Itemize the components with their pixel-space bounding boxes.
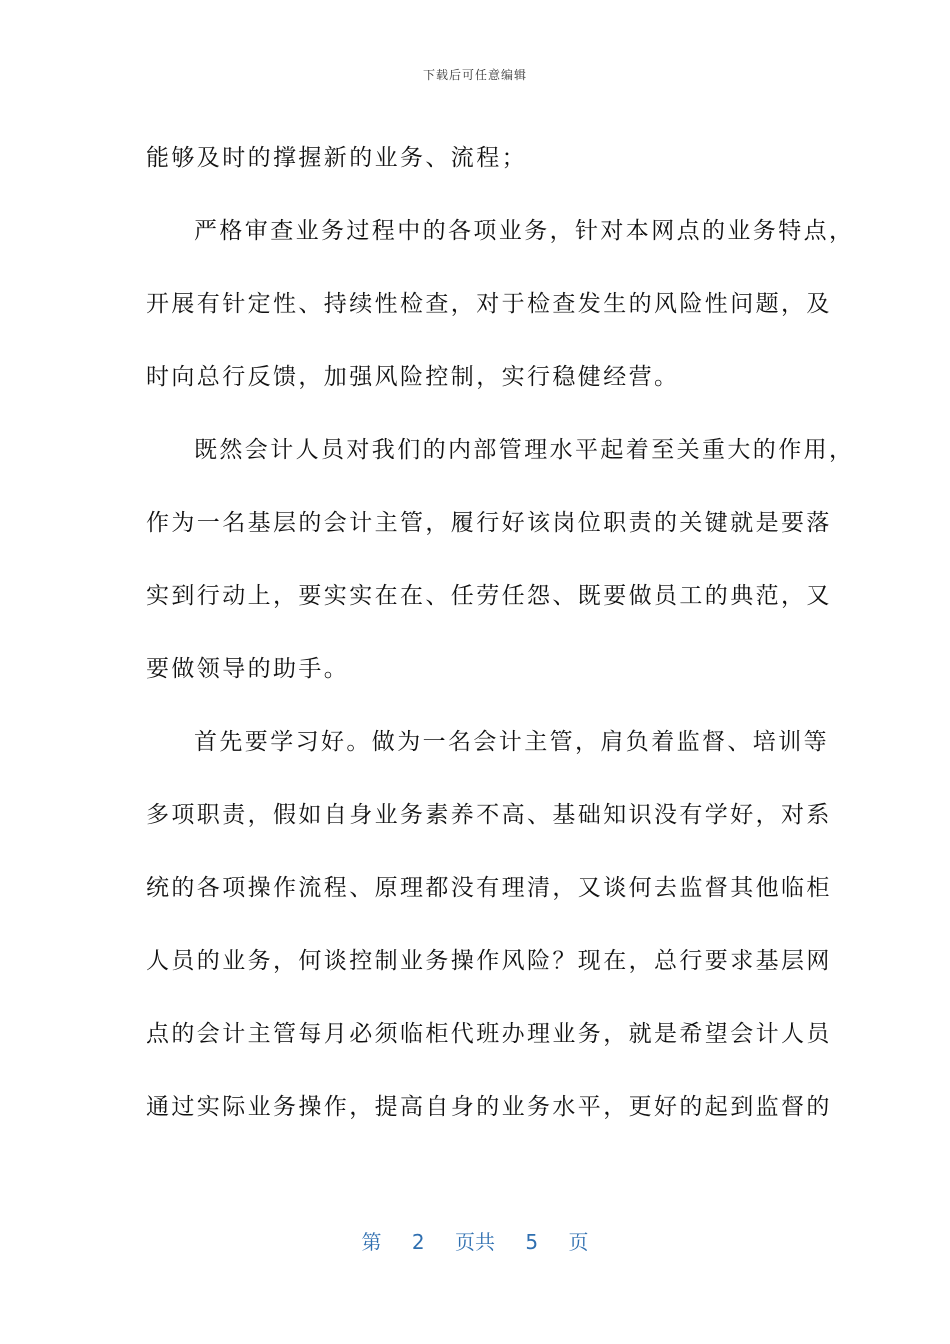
text-line: 点的会计主管每月必须临柜代班办理业务，就是希望会计人员 (146, 1021, 832, 1047)
text-line: 多项职责，假如自身业务素养不高、基础知识没有学好，对系 (146, 802, 832, 828)
total-page-number: 5 (525, 1230, 539, 1254)
paragraph (146, 122, 806, 195)
text-line: 能够及时的撑握新的业务、流程； (146, 145, 527, 171)
text-line: 作为一名基层的会计主管，履行好该岗位职责的关键就是要落 (146, 510, 832, 536)
page-number-footer (0, 1226, 950, 1255)
text-line: 开展有针定性、持续性检查，对于检查发生的风险性问题，及 (146, 291, 832, 317)
page-label-mid: 页共 (455, 1230, 495, 1254)
current-page-number: 2 (411, 1230, 425, 1254)
page-label-prefix: 第 (361, 1230, 382, 1254)
page-header-note: 下载后可任意编辑 (422, 68, 527, 82)
text-line: 要做领导的助手。 (146, 656, 350, 682)
paragraph (146, 706, 832, 1144)
text-line: 人员的业务，何谈控制业务操作风险？现在，总行要求基层网 (146, 948, 832, 974)
page-label-suffix: 页 (568, 1230, 589, 1254)
text-line: 首先要学习好。做为一名会计主管，肩负着监督、培训等 (194, 729, 829, 755)
text-line: 严格审查业务过程中的各项业务，针对本网点的业务特点， (194, 218, 855, 244)
text-line: 统的各项操作流程、原理都没有理清，又谈何去监督其他临柜 (146, 875, 832, 901)
paragraph (146, 195, 855, 414)
paragraph (146, 414, 855, 706)
text-line: 既然会计人员对我们的内部管理水平起着至关重大的作用， (194, 437, 855, 463)
text-line: 通过实际业务操作，提高自身的业务水平，更好的起到监督的 (146, 1094, 832, 1120)
document-body (146, 122, 855, 1144)
text-line: 时向总行反馈，加强风险控制，实行稳健经营。 (146, 364, 680, 390)
text-line: 实到行动上，要实实在在、任劳任怨、既要做员工的典范，又 (146, 583, 832, 609)
